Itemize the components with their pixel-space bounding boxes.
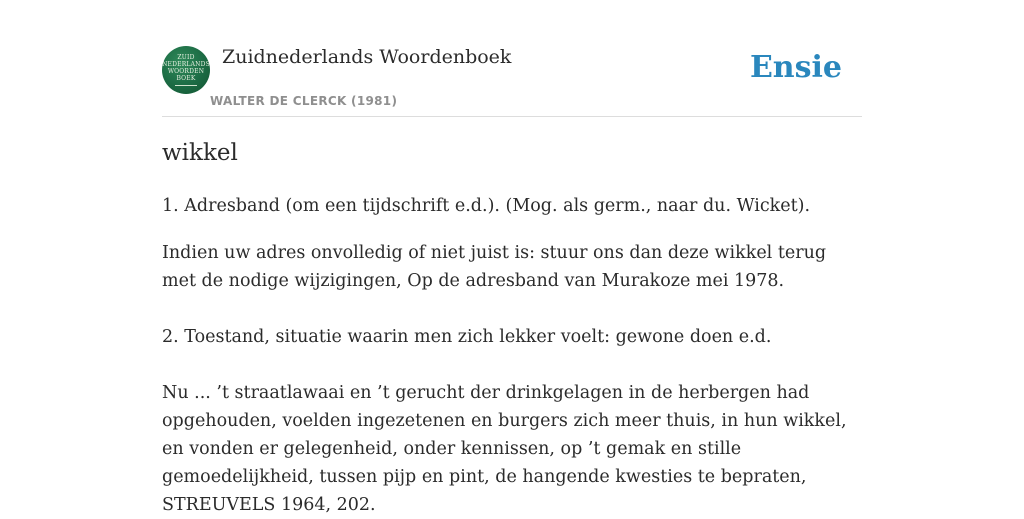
example-quote-2: Nu ... ’t straatlawaai en ’t gerucht der drinkgelagen in de herbergen had opgehouden, voelden ingezetenen en burgers zich meer thuis, in hun wikkel, en vonden er gelegenheid, onder kennissen, op ’t gemak en stille gemoedelijkheid, tussen pijp en pint, de hangende kwesties te bepraten, STREUVELS 1964, 202. <box>162 383 847 515</box>
logo-text-line: ZUID <box>177 54 195 61</box>
dictionary-logo[interactable] <box>162 46 210 94</box>
header <box>162 44 862 117</box>
logo-text-line: WOORDEN <box>167 68 205 75</box>
example-quote-1: Indien uw adres onvolledig of niet juist is: stuur ons dan deze wikkel terug met de nodige wijzigingen, Op de adresband van Murakoze mei 1978. <box>162 243 827 291</box>
source-title-link[interactable]: Zuidnederlands Woordenboek <box>222 46 512 68</box>
logo-text-line: NEDERLANDS <box>162 61 210 68</box>
logo-text-line: BOEK <box>176 75 196 82</box>
page <box>162 0 862 515</box>
logo-divider <box>175 85 197 86</box>
definition-sense-1: 1. Adresband (om een tijdschrift e.d.). (Mog. als germ., naar du. Wicket). <box>162 196 811 216</box>
source-author: WALTER DE CLERCK (1981) <box>210 94 398 108</box>
brand-logo-link[interactable]: Ensie <box>749 50 842 85</box>
entry-headword: wikkel <box>162 140 238 166</box>
definition-sense-2: 2. Toestand, situatie waarin men zich lekker voelt: gewone doen e.d. <box>162 327 772 347</box>
